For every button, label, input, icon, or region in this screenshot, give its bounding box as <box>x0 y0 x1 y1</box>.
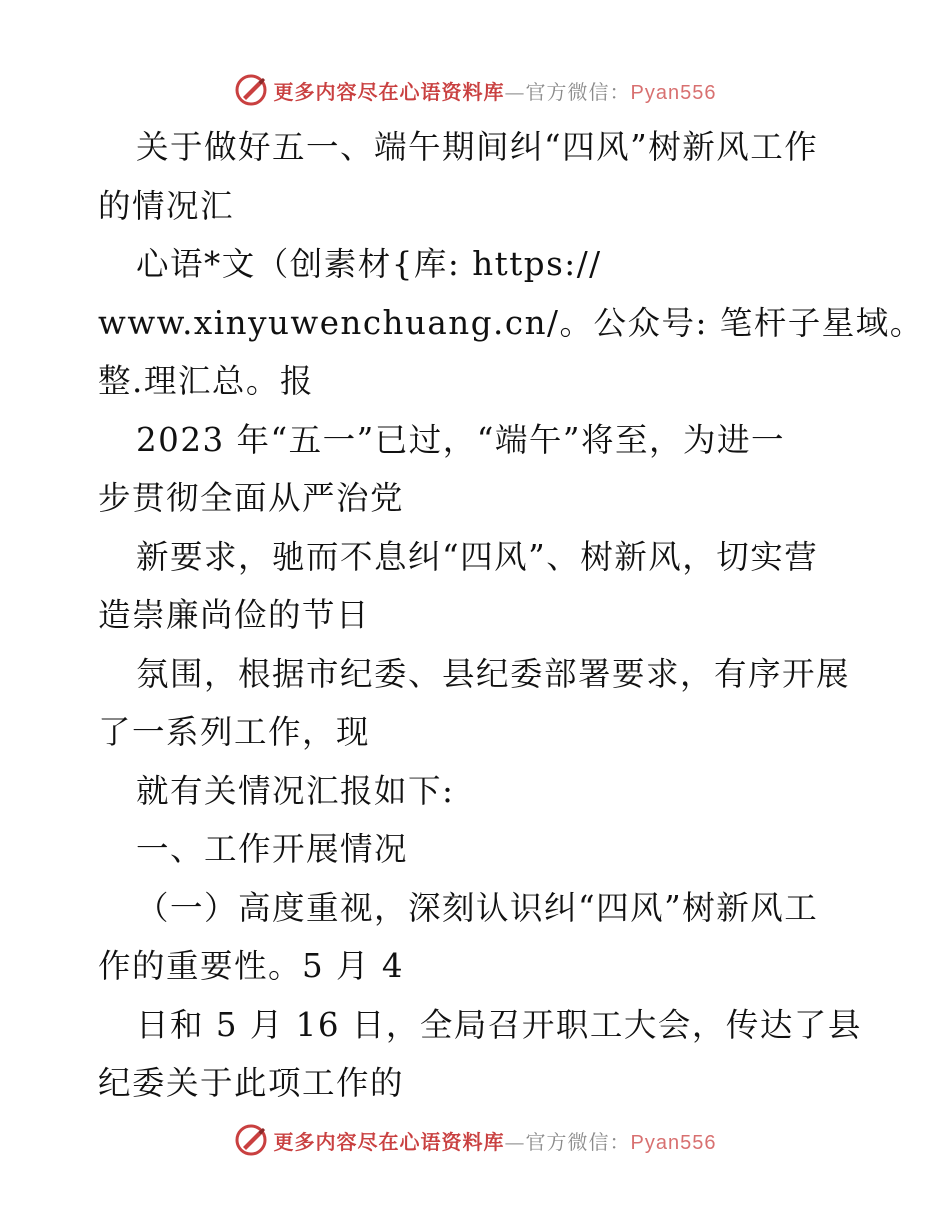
watermark-dash: — <box>504 79 526 104</box>
watermark-wechat-label: 官方微信： <box>525 1129 631 1154</box>
doc-line-12: 就有关情况汇报如下: <box>136 771 455 810</box>
watermark-text <box>274 1126 717 1155</box>
doc-line-6: 2023 年“五一”已过，“端午”将至，为进一 <box>136 420 786 459</box>
watermark-wechat-id: Pyan556 <box>630 81 717 104</box>
doc-title-line-1: 关于做好五一、端午期间纠“四风”树新风工作 <box>136 128 819 166</box>
doc-line-15: 作的重要性。5 月 4 <box>98 947 405 985</box>
doc-line-5: 整.理汇总。报 <box>98 362 314 400</box>
doc-title-line-2: 的情况汇 <box>98 186 235 225</box>
logo-icon <box>234 1123 268 1157</box>
doc-line-17: 纪委关于此项工作的 <box>98 1064 405 1102</box>
doc-line-14: （一）高度重视，深刻认识纠“四风”树新风工 <box>136 888 819 927</box>
logo-icon <box>234 73 268 107</box>
document-body <box>98 118 924 1113</box>
doc-line-4: www.xinyuwenchuang.cn/。公众号: 笔杆子星域。 <box>98 303 924 342</box>
doc-line-8: 新要求，驰而不息纠“四风”、树新风，切实营 <box>136 537 819 576</box>
doc-line-7: 步贯彻全面从严治党 <box>98 479 405 517</box>
watermark-text <box>274 76 717 105</box>
section-heading-1: 一、工作开展情况 <box>136 830 409 868</box>
doc-line-16: 日和 5 月 16 日，全局召开职工大会，传达了县 <box>136 1005 862 1044</box>
doc-line-10: 氛围，根据市纪委、县纪委部署要求，有序开展 <box>136 654 851 693</box>
footer-watermark <box>0 1120 950 1160</box>
watermark-wechat-id: Pyan556 <box>630 1131 717 1154</box>
watermark-wechat-label: 官方微信： <box>525 79 631 104</box>
watermark-main: 更多内容尽在心语资料库 <box>273 1129 505 1154</box>
doc-line-11: 了一系列工作，现 <box>98 713 371 751</box>
header-watermark <box>0 70 950 110</box>
watermark-main: 更多内容尽在心语资料库 <box>273 79 505 104</box>
doc-line-3: 心语*文（创素材{库: https:// <box>136 245 602 283</box>
doc-line-9: 造崇廉尚俭的节日 <box>98 596 371 634</box>
watermark-dash: — <box>504 1129 526 1154</box>
